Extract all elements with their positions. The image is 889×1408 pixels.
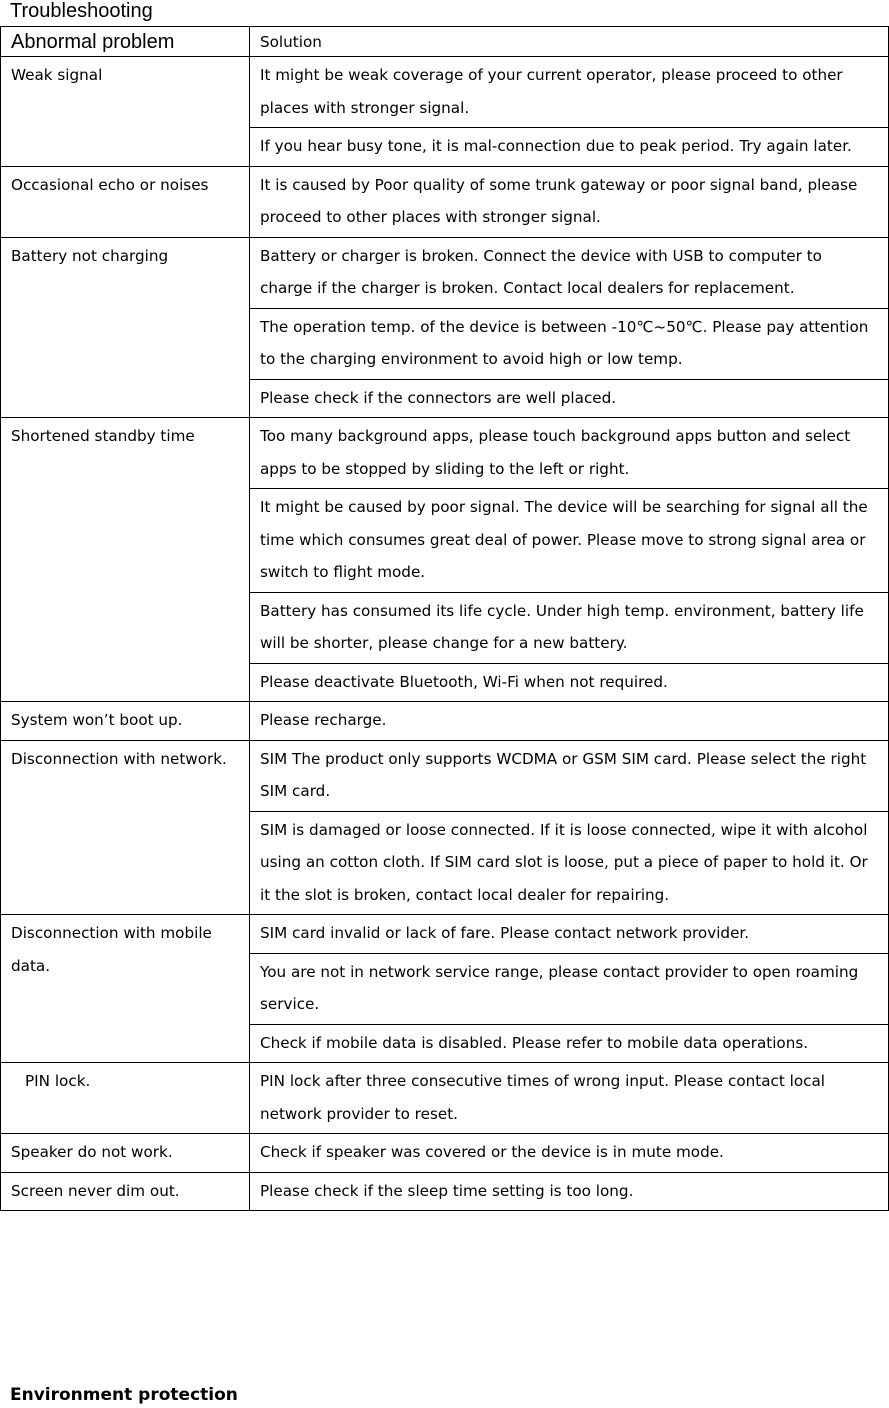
solution-cell: Too many background apps, please touch background apps button and select apps to be stopped by sliding to the left or right. [250,418,889,489]
table-row [1,702,889,741]
problem-cell: Occasional echo or noises [1,166,250,237]
troubleshooting-table [0,26,889,1211]
solution-cell: It is caused by Poor quality of some trunk gateway or poor signal band, please proceed to other places with stronger signal. [250,166,889,237]
solution-cell: Check if mobile data is disabled. Please refer to mobile data operations. [250,1024,889,1063]
table-row [1,1063,889,1134]
table-row [1,237,889,308]
table-header-row [1,27,889,57]
solution-cell: Please deactivate Bluetooth, Wi-Fi when not required. [250,663,889,702]
solution-cell: SIM is damaged or loose connected. If it is loose connected, wipe it with alcohol using an cotton cloth. If SIM card slot is loose, put a piece of paper to hold it. Or it the slot is broken, contact local dealer for repairing. [250,811,889,915]
header-problem: Abnormal problem [1,27,250,57]
solution-cell: It might be weak coverage of your current operator, please proceed to other places with stronger signal. [250,57,889,128]
solution-cell: SIM card invalid or lack of fare. Please contact network provider. [250,915,889,954]
header-solution: Solution [250,27,889,57]
problem-cell: Disconnection with network. [1,740,250,915]
table-row [1,418,889,489]
solution-cell: Please recharge. [250,702,889,741]
solution-cell: Please check if the sleep time setting is too long. [250,1172,889,1211]
problem-cell: System won’t boot up. [1,702,250,741]
table-row [1,1134,889,1173]
solution-cell: SIM The product only supports WCDMA or GSM SIM card. Please select the right SIM card. [250,740,889,811]
table-row [1,740,889,811]
table-row [1,57,889,128]
problem-cell: Shortened standby time [1,418,250,702]
problem-cell: Speaker do not work. [1,1134,250,1173]
section-title: Troubleshooting [10,0,153,22]
problem-cell: Weak signal [1,57,250,167]
environment-protection-heading: Environment protection [10,1385,238,1405]
solution-cell: Please check if the connectors are well placed. [250,379,889,418]
table-row [1,915,889,954]
problem-cell: Disconnection with mobile data. [1,915,250,1063]
solution-cell: You are not in network service range, please contact provider to open roaming service. [250,953,889,1024]
solution-cell: Battery or charger is broken. Connect the device with USB to computer to charge if the charger is broken. Contact local dealers for replacement. [250,237,889,308]
solution-cell: It might be caused by poor signal. The device will be searching for signal all the time which consumes great deal of power. Please move to strong signal area or switch to flight mode. [250,489,889,593]
solution-cell: The operation temp. of the device is between -10℃~50℃. Please pay attention to the charging environment to avoid high or low temp. [250,308,889,379]
problem-cell: Screen never dim out. [1,1172,250,1211]
table-row [1,166,889,237]
solution-cell: Check if speaker was covered or the device is in mute mode. [250,1134,889,1173]
problem-cell: PIN lock. [1,1063,250,1134]
table-row [1,1172,889,1211]
problem-cell: Battery not charging [1,237,250,418]
solution-cell: Battery has consumed its life cycle. Under high temp. environment, battery life will be shorter, please change for a new battery. [250,592,889,663]
solution-cell: PIN lock after three consecutive times of wrong input. Please contact local network provider to reset. [250,1063,889,1134]
solution-cell: If you hear busy tone, it is mal-connection due to peak period. Try again later. [250,128,889,167]
